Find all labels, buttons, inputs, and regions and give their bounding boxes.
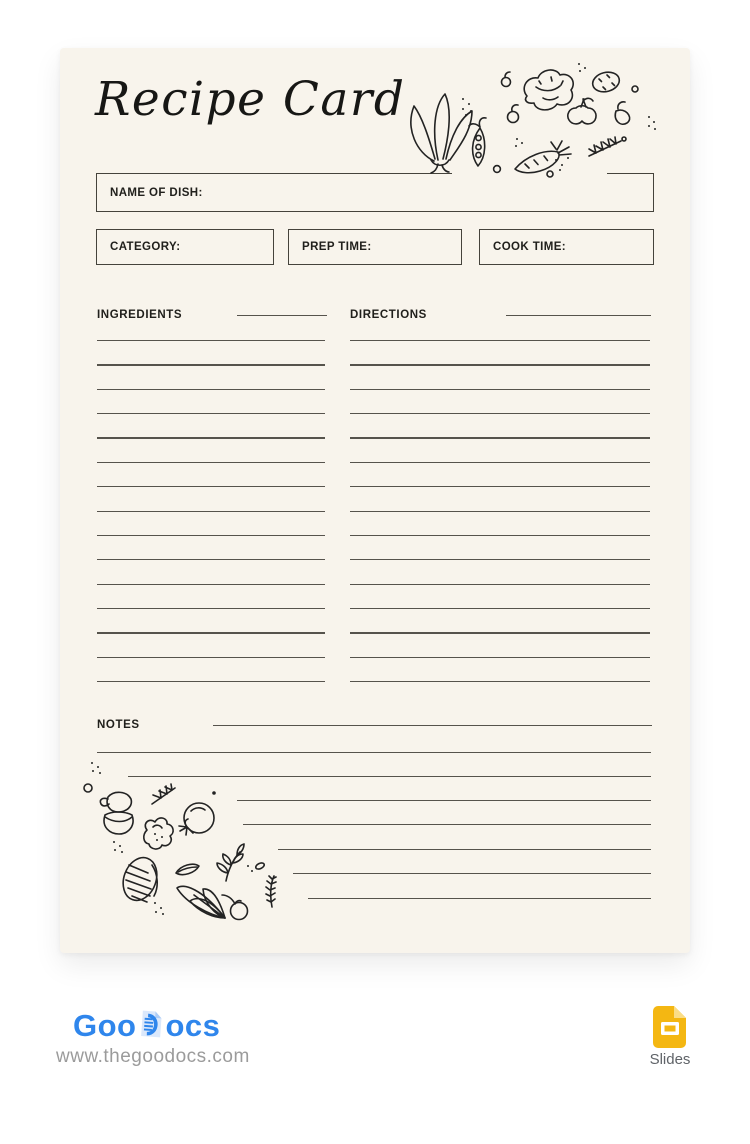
directions-line <box>350 511 650 512</box>
cook-time-field[interactable] <box>479 229 654 265</box>
leaf-doodle <box>176 864 199 874</box>
directions-header-rule <box>506 315 651 316</box>
potato-doodle <box>591 70 622 95</box>
dots-cluster <box>515 138 523 147</box>
dill-sprig-doodle <box>589 137 626 156</box>
ingredients-line <box>97 413 325 414</box>
brand-suffix: ocs <box>165 1008 221 1043</box>
dots-cluster <box>113 841 123 853</box>
notes-line <box>293 873 651 874</box>
cherry-doodle <box>222 895 248 920</box>
notes-line <box>243 824 651 825</box>
notes-line <box>308 898 651 899</box>
category-field[interactable] <box>96 229 274 265</box>
circle-doodle <box>494 166 501 173</box>
berry-branch-doodle <box>217 844 244 881</box>
ingredients-header: INGREDIENTS <box>97 309 183 321</box>
dots-cluster <box>578 63 586 72</box>
carrot-doodle <box>515 141 571 173</box>
cabbage-doodle <box>524 70 573 110</box>
ingredients-line <box>97 437 325 438</box>
radish-leaves-doodle <box>177 886 225 918</box>
google-slides-badge[interactable] <box>644 1006 696 1068</box>
notes-header: NOTES <box>97 719 140 731</box>
ingredients-line <box>97 462 325 463</box>
category-label: CATEGORY: <box>110 241 181 253</box>
dots-cluster <box>648 116 656 130</box>
prep-time-field[interactable] <box>288 229 462 265</box>
dot <box>212 791 216 795</box>
ingredients-line <box>97 584 325 585</box>
notes-header-rule <box>213 725 652 726</box>
ingredients-line <box>97 486 325 487</box>
ingredients-header-rule <box>237 315 327 316</box>
chili-pepper-doodle <box>615 102 629 124</box>
goodocs-logo[interactable] <box>73 1008 220 1044</box>
apple-doodle <box>568 98 596 124</box>
garlic-doodle <box>144 818 173 849</box>
directions-line <box>350 389 650 390</box>
cabbage-half-doodle <box>117 853 162 905</box>
herb-sprig-doodle <box>152 784 175 804</box>
pea-pod-doodle <box>469 118 486 166</box>
directions-line <box>350 681 650 682</box>
tomato-doodle <box>179 803 214 835</box>
circle-doodle <box>84 784 92 792</box>
prep-time-label: PREP TIME: <box>302 241 372 253</box>
ingredients-line <box>97 559 325 560</box>
lettuce-doodle <box>411 94 472 173</box>
olive-doodle <box>255 862 265 871</box>
directions-line <box>350 535 650 536</box>
dots-cluster <box>154 902 164 915</box>
ingredients-line <box>97 364 325 365</box>
directions-line <box>350 340 650 341</box>
notes-line <box>278 849 651 850</box>
directions-line <box>350 364 650 365</box>
directions-line <box>350 657 650 658</box>
website-link[interactable]: www.thegoodocs.com <box>56 1046 250 1067</box>
directions-line <box>350 608 650 609</box>
document-icon <box>136 1007 165 1041</box>
vegetable-doodles-top <box>393 57 660 179</box>
circle-doodle <box>547 171 553 177</box>
ingredients-line <box>97 389 325 390</box>
name-of-dish-label: NAME OF DISH: <box>110 186 203 199</box>
ingredients-line <box>97 608 325 609</box>
notes-line <box>97 752 651 753</box>
card-title: Recipe Card <box>95 72 406 127</box>
directions-line <box>350 462 650 463</box>
notes-line <box>128 776 651 777</box>
saucepan-stack-doodle <box>100 792 133 834</box>
directions-header: DIRECTIONS <box>350 309 427 321</box>
ingredients-line <box>97 511 325 512</box>
kitchen-doodles-bottom <box>66 760 336 932</box>
ingredients-line <box>97 632 325 633</box>
google-slides-icon <box>653 1006 687 1048</box>
directions-line <box>350 632 650 633</box>
tomato-doodle-small <box>502 72 511 87</box>
ingredients-line <box>97 681 325 682</box>
circle-doodle <box>632 86 638 92</box>
directions-line <box>350 486 650 487</box>
tomato-doodle <box>508 105 519 123</box>
dots-cluster <box>462 98 472 116</box>
directions-line <box>350 584 650 585</box>
brand-prefix: Goo <box>73 1008 137 1043</box>
ingredients-line <box>97 657 325 658</box>
dots-cluster <box>247 865 253 872</box>
directions-line <box>350 559 650 560</box>
cook-time-label: COOK TIME: <box>493 241 566 253</box>
directions-line <box>350 437 650 438</box>
ingredients-line <box>97 535 325 536</box>
directions-line <box>350 413 650 414</box>
dill-sprig-doodle <box>266 876 276 907</box>
dots-cluster <box>91 762 101 774</box>
ingredients-line <box>97 340 325 341</box>
notes-line <box>237 800 651 801</box>
slides-label: Slides <box>649 1051 691 1068</box>
